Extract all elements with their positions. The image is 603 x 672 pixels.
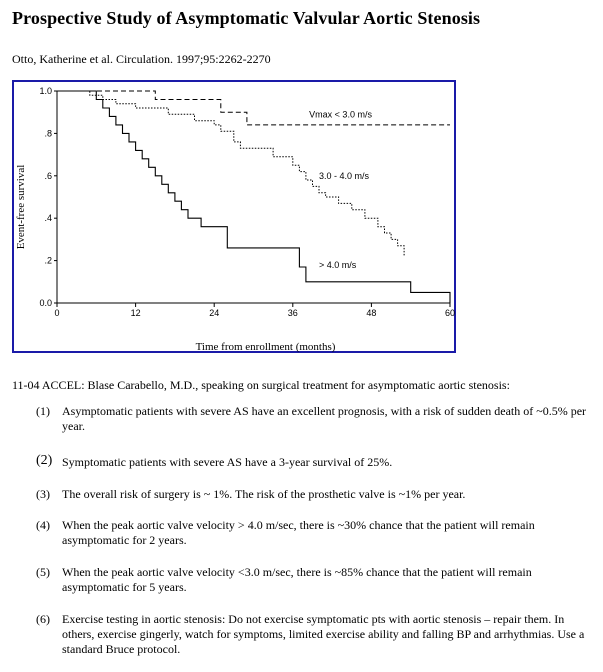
x-axis-title: Time from enrollment (months) <box>195 341 336 353</box>
y-tick-label: .4 <box>44 213 52 224</box>
series-annotation-1: Vmax < 3.0 m/s <box>309 109 372 120</box>
page-title: Prospective Study of Asymptomatic Valvular Aortic Stenosis <box>12 8 481 28</box>
series-line-3 <box>57 91 450 303</box>
list-item <box>36 612 591 657</box>
chart-canvas <box>14 82 454 351</box>
y-axis-title: Event-free survival <box>15 164 27 250</box>
x-tick-label: 36 <box>287 308 298 318</box>
y-tick-label: .6 <box>44 170 52 181</box>
item-text: Asymptomatic patients with severe AS have an excellent prognosis, with a risk of sudden death of ~0.5% per year. <box>62 404 587 433</box>
item-number: (3) <box>36 487 50 501</box>
list-item <box>36 455 591 470</box>
x-tick-label: 60 <box>444 308 456 318</box>
series-annotation-2: 3.0 - 4.0 m/s <box>319 170 370 181</box>
item-number: (6) <box>36 612 50 626</box>
series-annotation-3: > 4.0 m/s <box>319 259 357 270</box>
item-number: (1) <box>36 404 50 418</box>
item-number: (2) <box>36 453 53 468</box>
y-tick-label: 0.0 <box>39 298 52 308</box>
y-tick-label: 1.0 <box>39 86 52 96</box>
x-tick-label: 24 <box>209 308 220 318</box>
x-tick-label: 48 <box>366 308 377 318</box>
item-number: (4) <box>36 518 50 532</box>
list-item <box>36 518 591 548</box>
x-tick-label: 0 <box>54 308 60 318</box>
list-item <box>36 404 591 434</box>
item-text: Exercise testing in aortic stenosis: Do not exercise symptomatic pts with aortic stenosis – repair them. In others, exercise gingerly, watch for symptoms, limited exercise ability and falling BP and arrhythmias. Use a standard Bruce protocol. <box>62 612 585 656</box>
survival-chart <box>12 80 456 353</box>
y-tick-label: .8 <box>44 128 52 139</box>
item-text: The overall risk of surgery is ~ 1%. The risk of the prosthetic valve is ~1% per year. <box>62 487 466 501</box>
item-text: Symptomatic patients with severe AS have a 3-year survival of 25%. <box>62 455 393 469</box>
x-tick-label: 12 <box>130 308 141 318</box>
citation: Otto, Katherine et al. Circulation. 1997;95:2262-2270 <box>12 52 271 66</box>
list-item <box>36 565 591 595</box>
item-text: When the peak aortic valve velocity > 4.0 m/sec, there is ~30% chance that the patient will remain asymptomatic for 2 years. <box>62 518 535 547</box>
item-text: When the peak aortic valve velocity <3.0 m/sec, there is ~85% chance that the patient will remain asymptomatic for 5 years. <box>62 565 532 594</box>
list-item <box>36 487 591 502</box>
y-tick-label: .2 <box>44 255 52 266</box>
lecture-intro: 11-04 ACCEL: Blase Carabello, M.D., speaking on surgical treatment for asymptomatic aortic stenosis: <box>12 378 510 392</box>
item-number: (5) <box>36 565 50 579</box>
